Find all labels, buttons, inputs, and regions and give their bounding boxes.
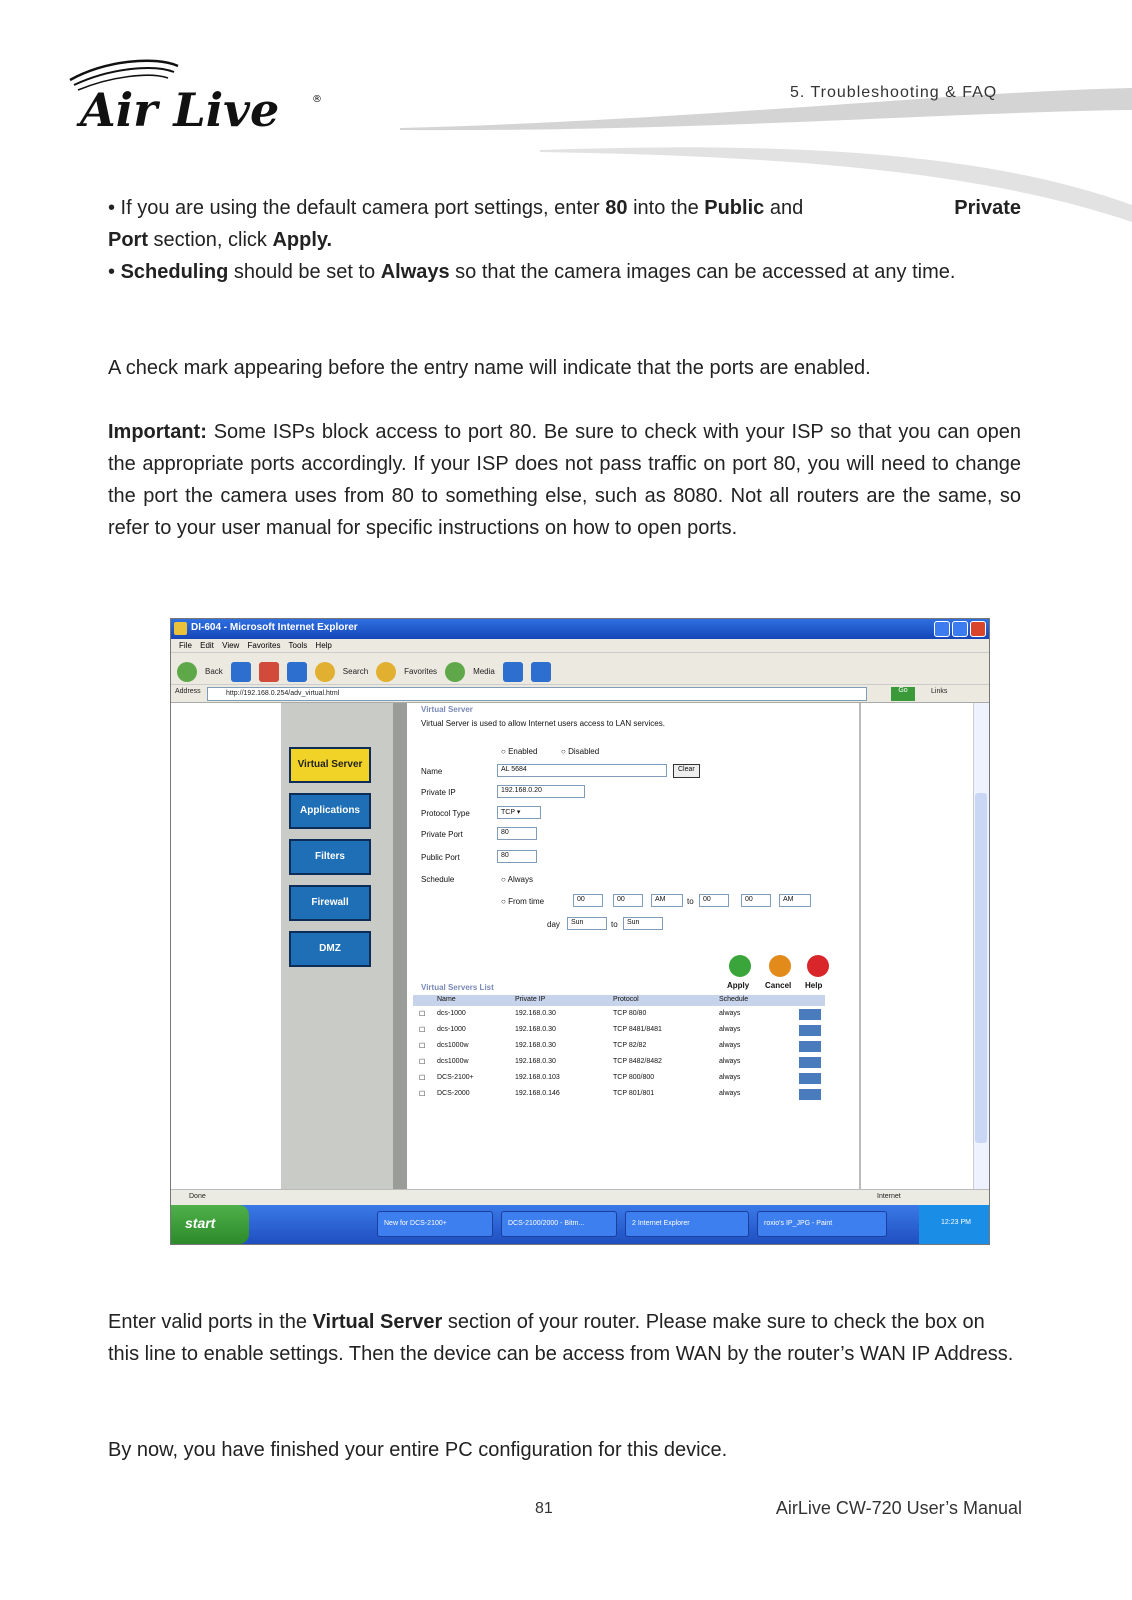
minimize-icon[interactable] (934, 621, 950, 637)
mail-icon[interactable] (531, 662, 551, 682)
scrollbar-thumb[interactable] (975, 793, 987, 1143)
router-screenshot (170, 618, 990, 1245)
private-port-label: Private Port (421, 830, 463, 839)
public-port-input[interactable]: 80 (497, 850, 537, 863)
table-row[interactable] (413, 1008, 825, 1023)
disabled-label: Disabled (568, 747, 600, 756)
row-checkbox[interactable]: ☐ (419, 1043, 426, 1050)
row-schedule: always (719, 1042, 741, 1049)
list-header (413, 995, 825, 1006)
refresh-icon[interactable] (287, 662, 307, 682)
from-label: From (508, 897, 527, 906)
form-heading: Virtual Server (421, 705, 473, 714)
cancel-label[interactable]: Cancel (765, 981, 792, 990)
row-checkbox[interactable]: ☐ (419, 1011, 426, 1018)
row-ip: 192.168.0.30 (515, 1058, 556, 1065)
bold-text: Scheduling (120, 261, 229, 283)
go-button[interactable]: Go (891, 687, 915, 701)
svg-text:®: ® (312, 94, 322, 105)
closing-paragraph: By now, you have finished your entire PC configuration for this device. (108, 1439, 728, 1461)
protocol-select[interactable]: TCP ▾ (497, 806, 541, 819)
status-text: Done (189, 1193, 206, 1200)
row-checkbox[interactable]: ☐ (419, 1075, 426, 1082)
back-icon[interactable] (177, 662, 197, 682)
bold-text: 80 (605, 197, 628, 219)
row-ip: 192.168.0.30 (515, 1042, 556, 1049)
to-ampm-select[interactable]: AM (779, 894, 811, 907)
text: into the (627, 197, 705, 219)
address-label: Address (175, 688, 201, 695)
taskbar-item[interactable]: DCS-2100/2000 - Bitm... (501, 1211, 617, 1237)
public-port-label: Public Port (421, 853, 460, 862)
svg-text:Air Live: Air Live (80, 83, 280, 137)
row-checkbox[interactable]: ☐ (419, 1059, 426, 1066)
menu-bar[interactable]: File Edit View Favorites Tools Help (171, 639, 989, 653)
table-row[interactable] (413, 1088, 825, 1103)
protocol-value: TCP (501, 809, 515, 816)
start-button[interactable]: start (171, 1205, 249, 1244)
virtual-server-paragraph (108, 1306, 1021, 1370)
bold-text: Apply. (272, 229, 333, 251)
row-schedule: always (719, 1074, 741, 1081)
vertical-scrollbar[interactable] (973, 703, 989, 1189)
to-hour-select[interactable]: 00 (699, 894, 729, 907)
airlive-logo (66, 58, 336, 138)
row-ip: 192.168.0.30 (515, 1026, 556, 1033)
media-label[interactable]: Media (473, 667, 495, 676)
nav-virtual-server[interactable]: Virtual Server (289, 747, 371, 783)
to-label: to (687, 897, 694, 906)
page-content (171, 703, 989, 1189)
virtual-server-form (407, 703, 859, 1189)
row-protocol: TCP 800/800 (613, 1074, 655, 1081)
check-mark-paragraph: A check mark appearing before the entry name will indicate that the ports are enabled. (108, 357, 871, 379)
text: section, click (148, 229, 273, 251)
row-schedule: always (719, 1090, 741, 1097)
text: should be set to (228, 261, 381, 283)
name-input[interactable]: AL 5684 (497, 764, 667, 777)
taskbar-item[interactable]: roxio's IP_JPG - Paint (757, 1211, 887, 1237)
manual-title: AirLive CW-720 User’s Manual (775, 1498, 1022, 1518)
to-minute-select[interactable]: 00 (741, 894, 771, 907)
row-protocol: TCP 82/82 (613, 1042, 647, 1049)
zone-text: Internet (877, 1193, 901, 1200)
row-ip: 192.168.0.146 (515, 1090, 560, 1097)
from-hour-select[interactable]: 00 (573, 894, 603, 907)
row-ip: 192.168.0.30 (515, 1010, 556, 1017)
enabled-label: Enabled (508, 747, 538, 756)
row-protocol: TCP 801/801 (613, 1090, 655, 1097)
nav-filters[interactable]: Filters (289, 839, 371, 875)
search-label[interactable]: Search (342, 667, 369, 676)
protocol-label: Protocol Type (421, 809, 470, 818)
system-tray-clock: 12:23 PM (919, 1205, 989, 1244)
taskbar-item[interactable]: New for DCS-2100+ (377, 1211, 493, 1237)
text: Enter valid ports in the (108, 1311, 313, 1333)
private-ip-input[interactable]: 192.168.0.20 (497, 785, 585, 798)
disabled-radio[interactable]: ○ Disabled (561, 747, 600, 756)
from-ampm-select[interactable]: AM (651, 894, 683, 907)
clear-button[interactable]: Clear (673, 764, 700, 778)
row-ip: 192.168.0.103 (515, 1074, 560, 1081)
text: section of your router. Please make sure to check the box on this line to enable settings. Then the device can be access from WAN by the router’s WAN IP Address. (108, 1311, 1014, 1365)
address-input[interactable]: http://192.168.0.254/adv_virtual.html (207, 687, 867, 701)
private-ip-label: Private IP (421, 788, 456, 797)
right-pane (859, 703, 965, 1189)
history-icon[interactable] (503, 662, 523, 682)
to-day-label: to (611, 920, 618, 929)
col-name: Name (437, 996, 456, 1003)
table-row[interactable] (413, 1040, 825, 1055)
section-title: 5. Troubleshooting & FAQ (790, 84, 998, 101)
bold-text: Important: (108, 421, 207, 443)
row-schedule: always (719, 1058, 741, 1065)
list-title: Virtual Servers List (421, 983, 494, 992)
text: and (764, 197, 804, 219)
bold-text: Virtual Server (312, 1311, 443, 1333)
maximize-icon[interactable] (952, 621, 968, 637)
edit-icon[interactable] (799, 1009, 821, 1020)
page-number: 81 (535, 1500, 553, 1517)
col-protocol: Protocol (613, 996, 639, 1003)
left-pane (171, 703, 393, 1189)
nav-applications[interactable]: Applications (289, 793, 371, 829)
window-titlebar (171, 619, 989, 639)
always-label: Always (507, 875, 533, 884)
browser-toolbar (171, 653, 989, 685)
private-port-input[interactable]: 80 (497, 827, 537, 840)
row-checkbox[interactable]: ☐ (419, 1027, 426, 1034)
window-title: DI-604 - Microsoft Internet Explorer (191, 622, 358, 633)
media-icon[interactable] (445, 662, 465, 682)
row-schedule: always (719, 1026, 741, 1033)
home-icon[interactable] (315, 662, 335, 682)
name-label: Name (421, 767, 443, 776)
row-name: DCS-2000 (437, 1090, 470, 1097)
row-name: dcs1000w (437, 1042, 469, 1049)
text: so that the camera images can be accessed at any time. (449, 261, 956, 283)
row-protocol: TCP 8482/8482 (613, 1058, 662, 1065)
bold-text: Public (704, 197, 765, 219)
edit-icon[interactable] (799, 1073, 821, 1084)
bold-text: Private (954, 197, 1021, 219)
bold-text: Always (380, 261, 450, 283)
row-name: DCS-2100+ (437, 1074, 474, 1081)
table-row[interactable] (413, 1056, 825, 1071)
help-label[interactable]: Help (805, 981, 823, 990)
edit-icon[interactable] (799, 1089, 821, 1100)
row-protocol: TCP 8481/8481 (613, 1026, 662, 1033)
row-checkbox[interactable]: ☐ (419, 1091, 426, 1098)
pane-divider (393, 703, 407, 1189)
edit-icon[interactable] (799, 1025, 821, 1036)
bold-text: Port (108, 229, 148, 251)
table-row[interactable] (413, 1024, 825, 1039)
nav-dmz[interactable]: DMZ (289, 931, 371, 967)
schedule-label: Schedule (421, 875, 455, 884)
from-day-select[interactable]: Sun (567, 917, 607, 930)
apply-label[interactable]: Apply (727, 981, 750, 990)
row-protocol: TCP 80/80 (613, 1010, 647, 1017)
always-radio[interactable]: ○ Always (501, 875, 533, 884)
edit-icon[interactable] (799, 1057, 821, 1068)
to-day-select[interactable]: Sun (623, 917, 663, 930)
taskbar (171, 1205, 989, 1244)
row-schedule: always (719, 1010, 741, 1017)
important-paragraph (108, 416, 1021, 544)
nav-firewall[interactable]: Firewall (289, 885, 371, 921)
form-description: Virtual Server is used to allow Internet users access to LAN services. (421, 719, 665, 728)
apply-icon[interactable] (729, 955, 751, 977)
enabled-radio[interactable]: ○ Enabled (501, 747, 538, 756)
edit-icon[interactable] (799, 1041, 821, 1052)
back-label[interactable]: Back (205, 667, 223, 676)
favorites-icon[interactable] (376, 662, 396, 682)
cancel-icon[interactable] (769, 955, 791, 977)
text: • (108, 261, 121, 283)
day-label: day (547, 920, 560, 929)
address-bar (171, 685, 989, 703)
status-bar (171, 1189, 989, 1205)
ie-icon (174, 622, 187, 635)
stop-icon[interactable] (259, 662, 279, 682)
links-label[interactable]: Links (931, 688, 948, 695)
from-radio[interactable]: ○ From time (501, 897, 545, 906)
bullet-paragraph (108, 192, 1021, 288)
time-label: time (528, 897, 545, 906)
text: Some ISPs block access to port 80. Be sure to check with your ISP so that you can open the appropriate ports accordingly. If your ISP does not pass traffic on port 80, you will need to change the port the camera uses from 80 to something else, such as 8080. Not all routers are the same, so refer to your user manual for specific instructions on how to open ports. (108, 421, 1021, 539)
taskbar-item[interactable]: 2 Internet Explorer (625, 1211, 749, 1237)
row-name: dcs1000w (437, 1058, 469, 1065)
col-schedule: Schedule (719, 996, 749, 1003)
forward-icon[interactable] (231, 662, 251, 682)
close-icon[interactable] (970, 621, 986, 637)
table-row[interactable] (413, 1072, 825, 1087)
row-name: dcs-1000 (437, 1010, 466, 1017)
help-icon[interactable] (807, 955, 829, 977)
row-name: dcs-1000 (437, 1026, 466, 1033)
text: • If you are using the default camera port settings, enter (108, 197, 606, 219)
favorites-label[interactable]: Favorites (404, 667, 438, 676)
from-minute-select[interactable]: 00 (613, 894, 643, 907)
col-private-ip: Private IP (515, 996, 546, 1003)
